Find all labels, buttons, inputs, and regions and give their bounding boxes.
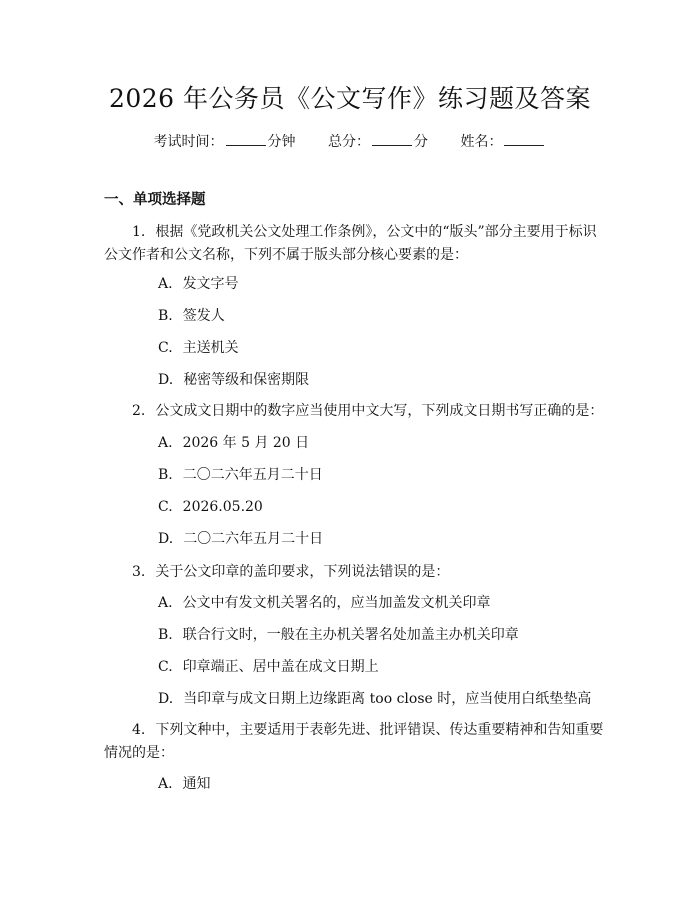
option-text: 公文中有发文机关署名的，应当加盖发文机关印章: [182, 595, 491, 611]
option-letter: C.: [158, 340, 173, 356]
question-text: 下列文种中，主要适用于表彰先进、批评错误、传达重要精神和告知重要情况的是：: [104, 722, 604, 761]
option-letter: B.: [158, 627, 173, 643]
option-letter: C.: [158, 499, 173, 515]
question-1-option-a[interactable]: [158, 274, 239, 294]
exam-meta: [0, 131, 700, 152]
question-number: 3.: [132, 564, 146, 580]
question-text: 公文成文日期中的数字应当使用中文大写，下列成文日期书写正确的是：: [155, 403, 604, 419]
question-2-option-a[interactable]: [158, 433, 309, 453]
option-text: 2026 年 5 月 20 日: [182, 435, 310, 451]
option-text: 当印章与成文日期上边缘距离 too close 时，应当使用白纸垫垫高: [183, 691, 592, 707]
question-number: 2.: [132, 403, 146, 419]
option-text: 二〇二六年五月二十日: [182, 467, 323, 483]
option-letter: D.: [158, 372, 174, 388]
exam-time-blank[interactable]: [226, 131, 266, 146]
question-number: 4.: [132, 722, 146, 738]
question-3-option-b[interactable]: [158, 625, 519, 645]
option-text: 联合行文时，一般在主办机关署名处加盖主办机关印章: [182, 627, 519, 643]
question-1-option-c[interactable]: [158, 338, 239, 358]
section-title: 一、单项选择题: [104, 192, 206, 208]
option-text: 秘密等级和保密期限: [183, 372, 310, 388]
question-3: [104, 561, 604, 584]
option-text: 二〇二六年五月二十日: [183, 531, 324, 547]
total-score-blank[interactable]: [372, 131, 412, 146]
question-3-option-c[interactable]: [158, 657, 379, 677]
option-letter: B.: [158, 308, 173, 324]
option-letter: C.: [158, 659, 173, 675]
document-title: 2026 年公务员《公文写作》练习题及答案: [108, 84, 592, 113]
question-2-option-c[interactable]: [158, 497, 263, 517]
question-1-option-d[interactable]: [158, 370, 309, 390]
question-4: [104, 719, 604, 765]
question-4-option-a[interactable]: [158, 774, 211, 794]
option-letter: A.: [158, 595, 173, 611]
option-text: 2026.05.20: [182, 499, 263, 515]
exam-time-unit: 分钟: [267, 134, 296, 150]
student-name-blank[interactable]: [504, 131, 544, 146]
option-letter: B.: [158, 467, 173, 483]
question-2-option-b[interactable]: [158, 465, 323, 485]
question-text: 根据《党政机关公文处理工作条例》，公文中的“版头”部分主要用于标识公文作者和公文名称，下列不属于版头部分核心要素的是：: [104, 224, 597, 263]
question-3-option-a[interactable]: [158, 593, 491, 613]
option-letter: A.: [158, 435, 173, 451]
option-letter: A.: [158, 276, 173, 292]
option-text: 主送机关: [182, 340, 239, 356]
question-1: [104, 221, 604, 267]
question-2: [104, 400, 604, 423]
exam-time-label: 考试时间：: [153, 134, 224, 150]
option-text: 印章端正、居中盖在成文日期上: [182, 659, 379, 675]
option-letter: D.: [158, 691, 174, 707]
question-3-option-d[interactable]: [158, 689, 591, 709]
option-letter: A.: [158, 776, 173, 792]
option-letter: D.: [158, 531, 174, 547]
question-number: 1.: [132, 224, 146, 240]
total-score: [328, 131, 428, 152]
question-1-option-b[interactable]: [158, 306, 225, 326]
option-text: 签发人: [182, 308, 225, 324]
student-name: [460, 131, 546, 152]
student-name-label: 姓名：: [460, 134, 503, 150]
total-score-label: 总分：: [328, 134, 370, 150]
total-score-unit: 分: [414, 134, 428, 150]
question-2-option-d[interactable]: [158, 529, 323, 549]
option-text: 通知: [182, 776, 211, 792]
question-text: 关于公文印章的盖印要求，下列说法错误的是：: [155, 564, 450, 580]
option-text: 发文字号: [182, 276, 239, 292]
exam-time: [154, 131, 296, 152]
